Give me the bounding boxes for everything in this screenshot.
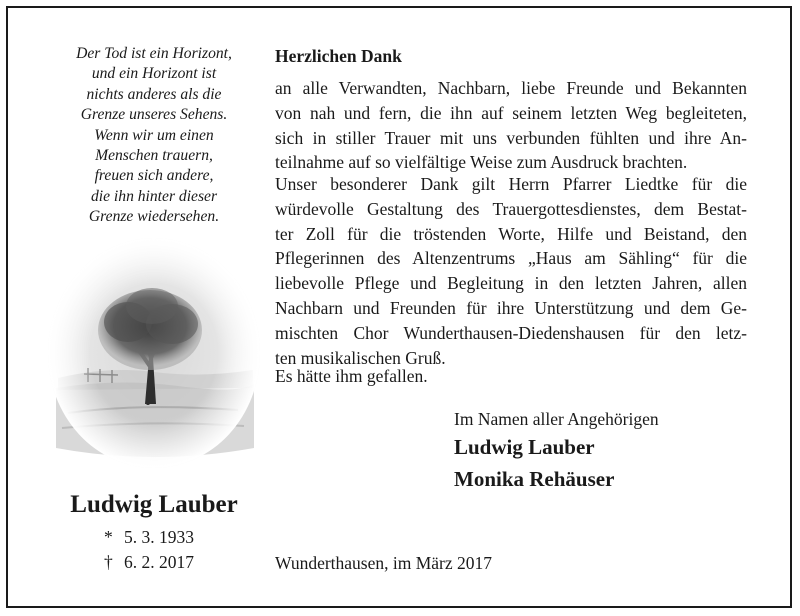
thanks-paragraph-2 [275, 172, 747, 370]
notice-heading: Herzlichen Dank [275, 46, 402, 66]
poem-line: und ein Horizont ist [91, 65, 217, 83]
birth-date: 5. 3. 1933 [124, 527, 194, 547]
poem-line: Grenze wiedersehen. [88, 208, 220, 226]
paragraph-line: an alle Verwandten, Nachbarn, liebe Freunde und Bekannten [275, 78, 747, 98]
poem-line: die ihn hinter dieser [90, 187, 218, 205]
poem-line: Der Tod ist ein Horizont, [76, 45, 232, 62]
poem-line: Wenn wir um einen [94, 126, 214, 144]
paragraph-line: ter Zoll für die tröstenden Worte, Hilfe und Beistand, den [275, 223, 747, 244]
birth-symbol: * [104, 527, 113, 547]
paragraph-line: sich in stiller Trauer mit uns verbunden fühlten und ihre An- [275, 127, 747, 148]
poem-line: nichts anderes als die [86, 85, 222, 103]
paragraph-line: mischten Chor Wunderthausen-Diedenshausen für den letz- [275, 322, 747, 343]
death-date: 6. 2. 2017 [124, 552, 194, 572]
paragraph-line: Unser besonderer Dank gilt Herrn Pfarrer Liedtke für die [275, 174, 747, 194]
death-symbol: † [104, 552, 113, 572]
signer-name: Monika Rehäuser [454, 467, 615, 491]
paragraph-line: liebevolle Pflege und Begleitung in den letzten Jahren, allen [275, 273, 747, 294]
death-date-row [104, 551, 194, 573]
on-behalf-line: Im Namen aller Angehörigen [454, 409, 659, 429]
paragraph-line: würdevolle Gestaltung des Trauergottesdienstes, dem Bestat- [275, 198, 747, 219]
paragraph-line: ten musikalischen Gruß. [275, 347, 446, 368]
poem-line: freuen sich andere, [94, 167, 214, 185]
birth-date-row [104, 526, 194, 548]
signer-name: Ludwig Lauber [454, 435, 595, 459]
paragraph-line: von nah und fern, die ihn auf seinem letzten Weg begleiteten, [275, 102, 747, 123]
poem-line: Menschen trauern, [95, 147, 213, 165]
place-date: Wunderthausen, im März 2017 [275, 553, 493, 573]
tree-landscape-illustration [48, 238, 260, 468]
paragraph-line: teilnahme auf so vielfältige Weise zum Ausdruck brachten. [275, 152, 688, 173]
closing-line: Es hätte ihm gefallen. [275, 366, 428, 386]
thanks-paragraph-1 [275, 76, 747, 175]
deceased-name: Ludwig Lauber [70, 491, 238, 518]
paragraph-line: Nachbarn und Freunden für ihre Unterstützung und dem Ge- [275, 297, 747, 318]
paragraph-line: Pflegerinnen des Altenzentrums „Haus am Sähling“ für die [275, 248, 747, 269]
poem [34, 44, 274, 228]
poem-line: Grenze unseres Sehens. [80, 106, 228, 124]
